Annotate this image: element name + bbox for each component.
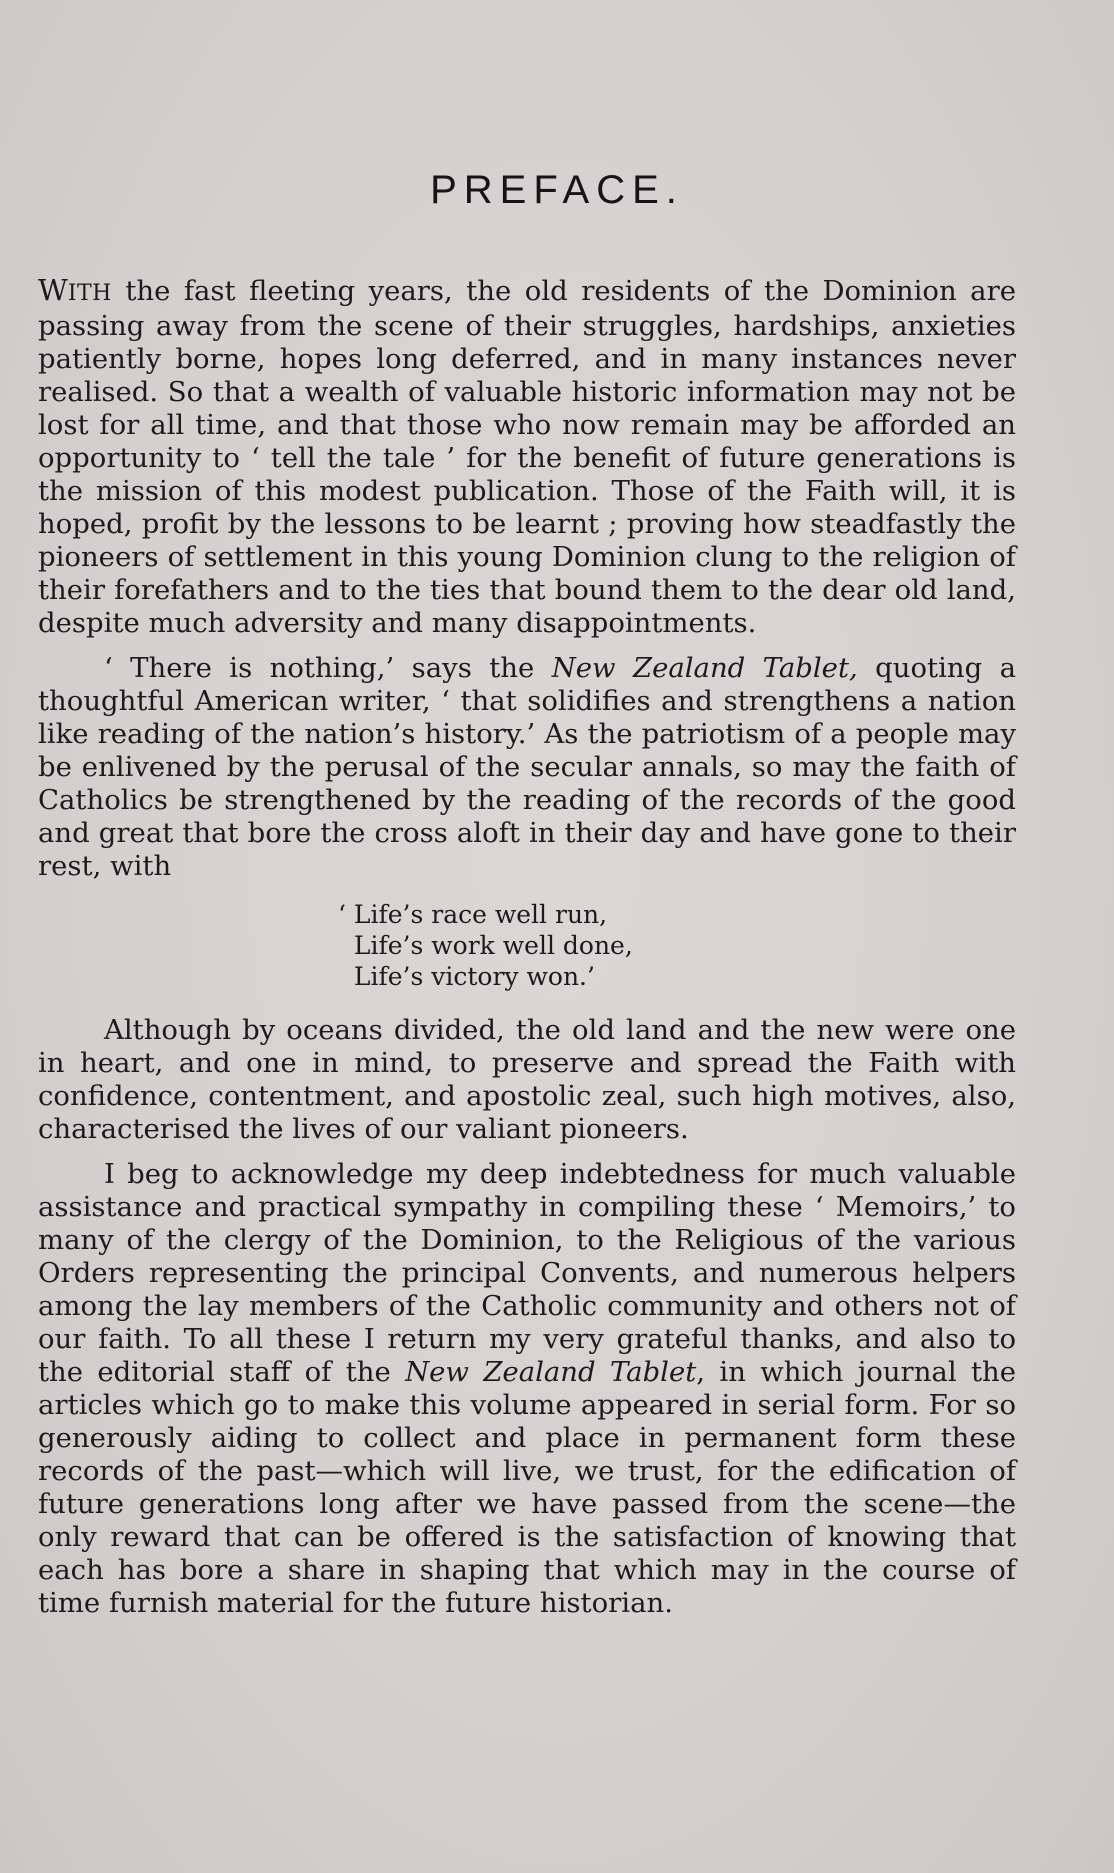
publication-title: New Zealand Tablet,	[551, 652, 858, 684]
preface-body	[38, 274, 1016, 1632]
paragraph-4	[38, 1158, 1016, 1620]
paragraph-4-text-a: I beg to acknowledge my deep indebtedness for much valuable assistance and practical sympathy in compiling these ‘ Memoirs,’ to many of the clergy of the Dominion, to the Religious of the various Orders representing the principal Convents, and numerous helpers among the lay members of the Catholic community and others not of our faith. To all these I return my very grateful thanks, and also to the editorial staff of the	[38, 1158, 1016, 1388]
publication-title: New Zealand Tablet	[405, 1356, 697, 1388]
small-caps-lead: ITH	[67, 281, 112, 306]
verse-line: Life’s victory won.’	[338, 962, 595, 991]
paragraph-4-text-b: , in which journal the articles which go to make this volume appeared in serial form. For so generously aiding to collect and place in permanent form these records of the past—which will live, we trust, for the edification of future generations long after we have passed from the scene—the only reward that can be offered is the satisfaction of knowing that each has bore a share in shaping that which may in the course of time furnish material for the future historian.	[38, 1356, 1017, 1619]
paragraph-1	[38, 274, 1016, 640]
paragraph-3: Although by oceans divided, the old land and the new were one in heart, and one in mind, to preserve and spread the Faith with confidence, contentment, and apostolic zeal, such high motives, also, characterised the lives of our valiant pioneers.	[38, 1014, 1016, 1145]
verse-quote	[338, 899, 1016, 992]
verse-line: ‘ Life’s race well run,	[338, 900, 608, 929]
page-title: PREFACE.	[430, 168, 684, 212]
paragraph-2	[38, 652, 1016, 883]
paragraph-2-text-a: ‘ There is nothing,’ says the	[104, 652, 552, 684]
verse-line: Life’s work well done,	[338, 931, 633, 960]
dropcap: W	[38, 273, 68, 307]
paragraph-2-text-b: quoting a thoughtful American writer, ‘ that solidifies and strengthens a nation like reading of the nation’s history.’ As the patriotism of a people may be enlivened by the perusal of the secular annals, so may the faith of Catholics be strengthened by the reading of the records of the good and great that bore the cross aloft in their day and have gone to their rest, with	[38, 652, 1016, 882]
paragraph-1-text: the fast fleeting years, the old residents of the Dominion are passing away from the scene of their struggles, hardships, anxieties patiently borne, hopes long deferred, and in many instances never realised. So that a wealth of valuable historic information may not be lost for all time, and that those who now remain may be afforded an opportunity to ‘ tell the tale ’ for the benefit of future generations is the mission of this modest publication. Those of the Faith will, it is hoped, profit by the lessons to be learnt ; proving how steadfastly the pioneers of settlement in this young Dominion clung to the religion of their forefathers and to the ties that bound them to the dear old land, despite much adversity and many disappointments.	[38, 275, 1016, 639]
